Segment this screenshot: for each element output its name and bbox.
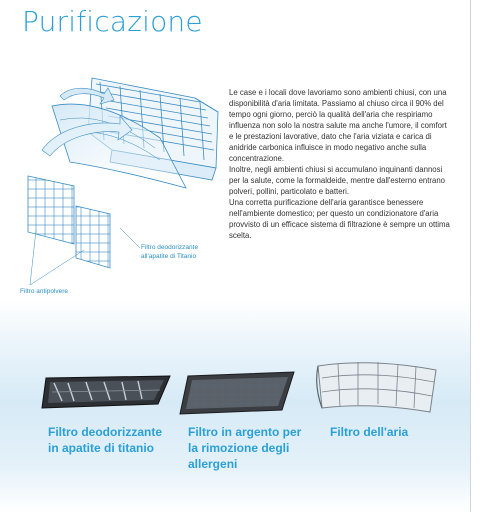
- body-text: [229, 87, 451, 241]
- deodorizing-filter-right: [76, 206, 110, 268]
- page-edge-divider: [470, 0, 471, 512]
- air-filter-mesh-icon: [312, 356, 442, 416]
- product-caption: Filtro dell'aria: [330, 425, 409, 439]
- label-antidust-filter: Filtro antipolvere: [20, 288, 69, 295]
- label-deodorizing-filter: Filtro deodorizzante all'apatite di Titanio: [141, 244, 199, 260]
- antidust-filter-left: [28, 176, 74, 244]
- leader-line-deodorizing: [120, 228, 140, 248]
- body-paragraph: Le case e i locali dove lavoriamo sono ambienti chiusi, con una disponibilità d'aria limitata. Passiamo al chiuso circa il 90% del tempo ogni giorno, perciò la qualità dell'aria che respiriamo influenza non solo la nostra salute ma anche l'umore, il comfort e le prestazioni lavorative, dato che l'aria viziata e carica di anidride carbonica influisce in modo negativo anche sulla concentrazione.: [229, 88, 447, 163]
- product-caption: Filtro in argento per la rimozione degli allergeni: [188, 425, 302, 471]
- product-caption: Filtro deodorizzante in apatite di titanio: [48, 425, 162, 455]
- silver-allergen-filter-icon: [178, 368, 298, 420]
- page-title: Purificazione: [22, 5, 203, 38]
- titanium-apatite-filter-icon: [38, 372, 174, 412]
- body-paragraph: Inoltre, negli ambienti chiusi si accumulano inquinanti dannosi per la salute, come la formaldeide, mentre dall'esterno entrano polveri, pollini, particolato e batteri.: [229, 165, 446, 196]
- body-paragraph: Una corretta purificazione dell'aria garantisce benessere nell'ambiente domestico; per questo un condizionatore d'aria provvisto di un efficace sistema di filtrazione è sempre un ottima scelta.: [229, 198, 450, 240]
